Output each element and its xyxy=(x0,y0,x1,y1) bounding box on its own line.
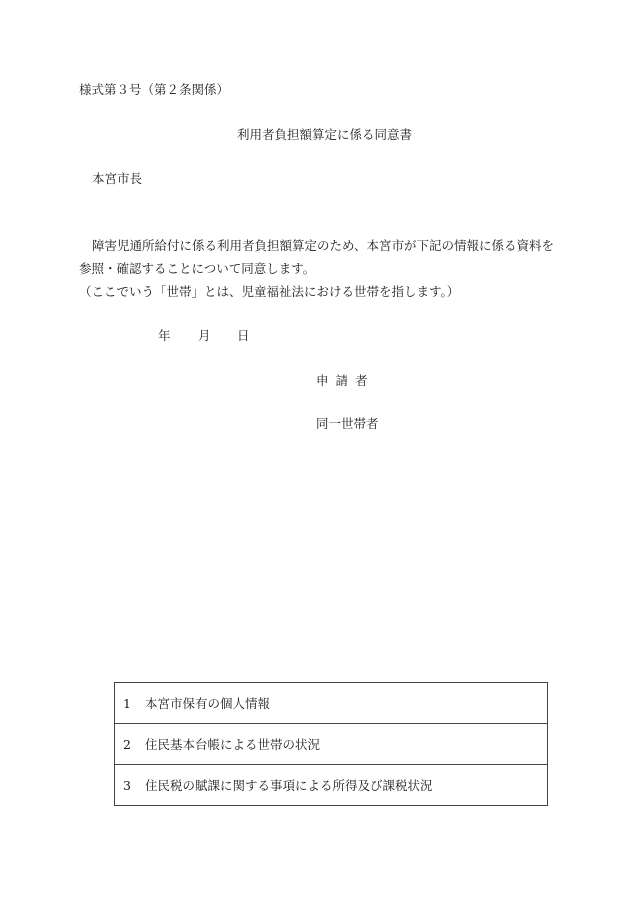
item-text: 本宮市保有の個人情報 xyxy=(145,696,271,711)
applicant-label: 申請者 xyxy=(316,373,375,388)
item-number: 1 xyxy=(123,696,131,711)
household-member-label: 同一世帯者 xyxy=(316,416,379,431)
table-row xyxy=(115,724,548,765)
table-cell xyxy=(115,683,548,724)
table-row xyxy=(115,683,548,724)
table-cell xyxy=(115,765,548,806)
item-text: 住民基本台帳による世帯の状況 xyxy=(145,737,321,752)
item-number: 2 xyxy=(123,737,131,752)
table-cell xyxy=(115,724,548,765)
item-number: 3 xyxy=(123,778,131,793)
consent-text-line-1: 障害児通所給付に係る利用者負担額算定のため、本宮市が下記の情報に係る資料を xyxy=(92,238,555,253)
date-day-label: 日 xyxy=(237,328,250,343)
date-month-label: 月 xyxy=(198,328,211,343)
date-year-label: 年 xyxy=(158,328,171,343)
document-title: 利用者負担額算定に係る同意書 xyxy=(237,127,413,142)
addressee: 本宮市長 xyxy=(92,171,143,186)
item-text: 住民税の賦課に関する事項による所得及び課税状況 xyxy=(145,778,433,793)
form-number: 様式第３号（第２条関係） xyxy=(79,82,230,97)
info-items-table xyxy=(114,682,548,806)
consent-text-line-2: 参照・確認することについて同意します。 xyxy=(79,261,316,276)
consent-text-note: （ここでいう「世帯」とは、児童福祉法における世帯を指します。） xyxy=(79,284,460,299)
table-row xyxy=(115,765,548,806)
